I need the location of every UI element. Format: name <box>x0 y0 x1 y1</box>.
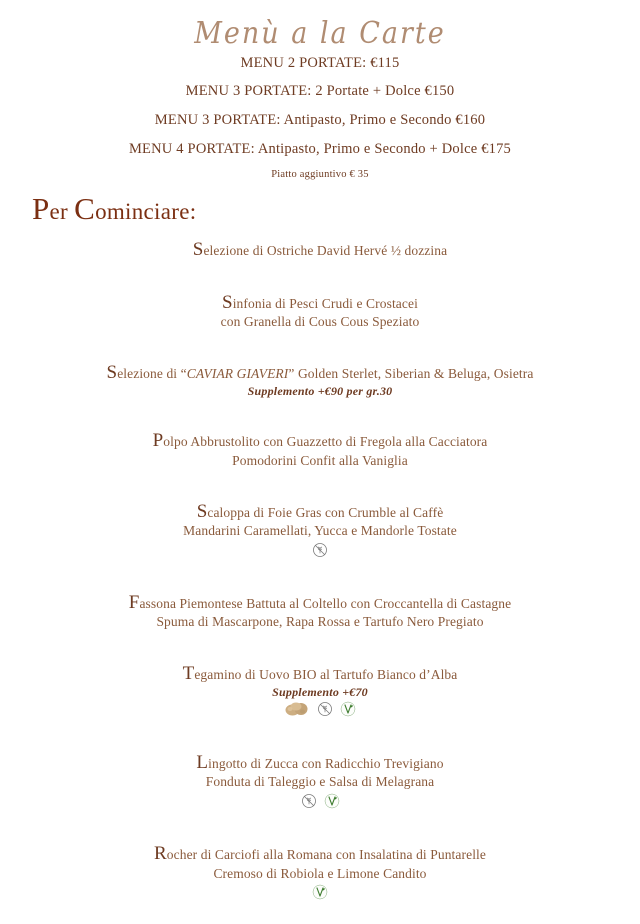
dish-name-line <box>0 662 640 684</box>
dish-text: ocher di Carciofi alla Romana con Insalatina di Puntarelle <box>166 847 486 863</box>
dish-initial-cap: F <box>128 592 140 614</box>
dish-item <box>0 843 640 903</box>
dish-supplement: Supplemento +€70 <box>272 684 368 699</box>
dish-initial-cap: S <box>196 500 208 522</box>
section-heading-cap-p: P <box>32 191 50 227</box>
dish-text: elezione di Ostriche David Hervé ½ dozzina <box>203 243 448 259</box>
dish-description-line: con Granella di Cous Cous Speziato <box>220 313 420 329</box>
menu-formulas <box>0 55 640 181</box>
dish-text: elezione di “ <box>117 366 187 382</box>
dish-item <box>0 239 640 261</box>
dish-item <box>0 430 640 469</box>
dish-item <box>0 592 640 631</box>
section-heading-text-2: ominciare: <box>95 199 197 225</box>
dish-initial-cap: P <box>152 430 164 452</box>
dish-initial-cap: L <box>196 751 209 773</box>
gluten-free-icon <box>301 793 317 814</box>
gluten-free-icon <box>317 701 333 722</box>
dish-name-line <box>0 843 640 865</box>
dish-initial-cap: S <box>192 239 204 261</box>
dish-description-line: Fonduta di Taleggio e Salsa di Melagrana <box>205 774 435 790</box>
dish-description-line: Cremoso di Robiola e Limone Candito <box>213 865 427 881</box>
dish-description-line: Pomodorini Confit alla Vaniglia <box>232 452 408 468</box>
formula-line: MENU 3 PORTATE: 2 Portate + Dolce €150 <box>185 83 455 100</box>
section-heading-text-1: er <box>49 199 75 225</box>
dish-initial-cap: T <box>182 662 195 684</box>
gluten-free-icon <box>312 542 328 563</box>
dish-text: egamino di Uovo BIO al Tartufo Bianco d’Alba <box>194 666 458 682</box>
vegetarian-icon <box>312 884 328 905</box>
dish-name-line <box>0 291 640 313</box>
dish-brand-name: CAVIAR GIAVERI <box>186 366 289 382</box>
dish-supplement: Supplemento +€90 per gr.30 <box>247 384 393 399</box>
formula-line: MENU 2 PORTATE: €115 <box>240 54 400 71</box>
dish-initial-cap: S <box>222 291 233 313</box>
section-heading-cap-c: C <box>74 191 96 227</box>
menu-title: Menù a la Carte <box>194 16 446 51</box>
dish-list <box>0 239 640 903</box>
dish-description-line: Mandarini Caramellati, Yucca e Mandorle Tostate <box>183 523 457 538</box>
section-heading <box>32 192 640 226</box>
formula-line: MENU 3 PORTATE: Antipasto, Primo e Secondo €160 <box>154 112 486 129</box>
dish-initial-cap: S <box>106 362 118 384</box>
dish-item <box>0 500 640 561</box>
dish-name-line <box>0 239 640 261</box>
dietary-icon-row <box>0 886 640 904</box>
dietary-icon-row <box>0 543 640 561</box>
dish-description-line: Spuma di Mascarpone, Rapa Rossa e Tartufo Nero Pregiato <box>156 614 484 630</box>
vegetarian-icon <box>324 793 340 814</box>
dish-item <box>0 291 640 331</box>
dish-text: ” Golden Sterlet, Siberian & Beluga, Osietra <box>288 366 534 382</box>
extra-plate-note: Piatto aggiuntivo € 35 <box>271 169 369 181</box>
dish-text: ingotto di Zucca con Radicchio Trevigiano <box>208 755 444 771</box>
vegetarian-icon <box>340 701 356 722</box>
dish-name-line <box>0 751 640 773</box>
dish-name-line <box>0 500 640 522</box>
dietary-icon-row <box>0 703 640 721</box>
dish-text: assona Piemontese Battuta al Coltello con Croccantella di Castagne <box>139 596 512 612</box>
dish-text: infonia di Pesci Crudi e Crostacei <box>232 295 418 311</box>
dish-text: olpo Abbrustolito con Guazzetto di Fregola alla Cacciatora <box>163 434 488 450</box>
dish-item <box>0 662 640 721</box>
dish-item <box>0 362 640 399</box>
dietary-icon-row <box>0 794 640 812</box>
dish-name-line <box>0 430 640 452</box>
dish-name-line <box>0 592 640 614</box>
truffle-icon <box>284 701 310 722</box>
formula-line: MENU 4 PORTATE: Antipasto, Primo e Secondo + Dolce €175 <box>128 140 512 157</box>
dish-item <box>0 751 640 812</box>
dish-name-line <box>0 362 640 384</box>
dish-initial-cap: R <box>154 843 167 865</box>
dish-text: caloppa di Foie Gras con Crumble al Caffè <box>207 504 444 520</box>
